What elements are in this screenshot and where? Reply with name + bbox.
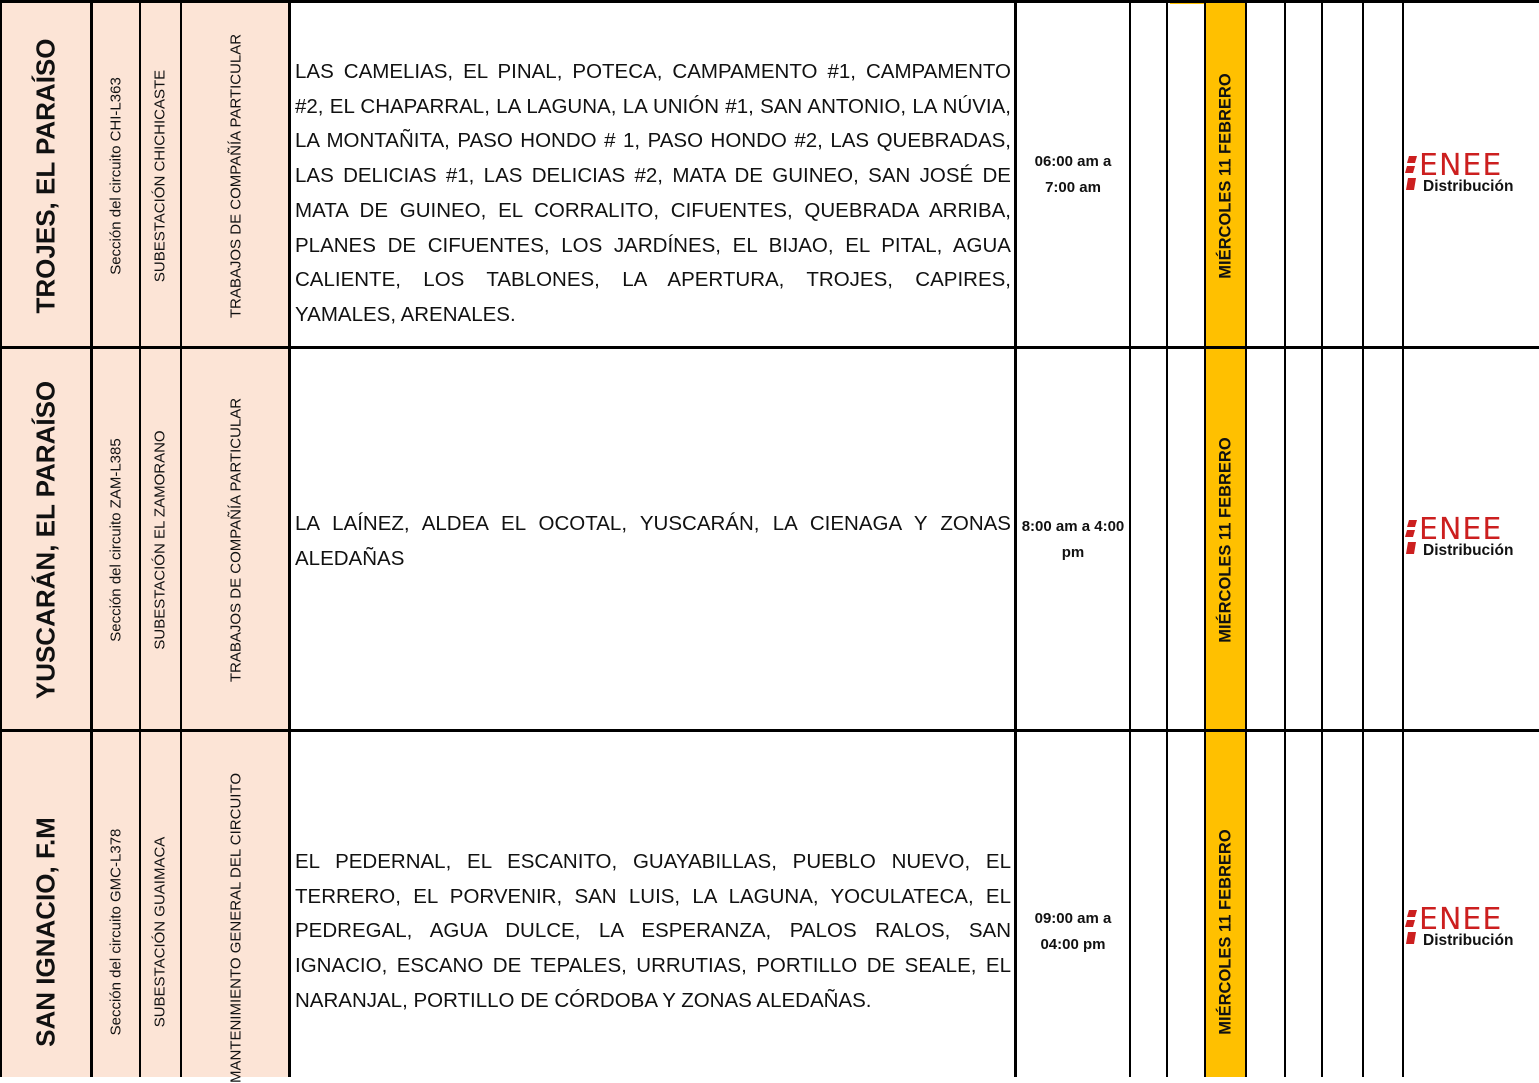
grid-line-col <box>1245 0 1247 1077</box>
grid-line-col <box>1129 0 1131 1077</box>
substation-label: SUBESTACIÓN CHICHICASTE <box>151 69 169 283</box>
logo-brand: ENEE <box>1419 902 1503 937</box>
logo-sub: Distribución <box>1423 542 1514 559</box>
grid-line-col <box>1014 0 1017 1077</box>
work-type-label: MANTENIMIENTO GENERAL DEL CIRCUITO <box>227 772 245 1083</box>
logo-sub: Distribución <box>1423 932 1514 949</box>
affected-zones: EL PEDERNAL, EL ESCANITO, GUAYABILLAS, PUEBLO NUEVO, EL TERRERO, EL PORVENIR, SAN LUIS, LA LAGUNA, YOCULATECA, EL PEDREGAL, AGUA DULCE, LA ESPERANZA, PALOS RALOS, SAN IGNACIO, ESCANO DE TEPALES, URRUTIAS, PORTILLO DE SEALE, EL NARANJAL, PORTILLO DE CÓRDOBA Y ZONAS ALEDAÑAS. <box>295 850 1011 1012</box>
circuit-label: Sección del circuito GMC-L378 <box>107 828 125 1036</box>
enee-logo <box>1405 148 1539 198</box>
date-label: MIÉRCOLES 11 FEBRERO <box>1216 829 1235 1035</box>
time-start: 8:00 am a 4:00 <box>1021 518 1125 535</box>
grid-line-col <box>1362 0 1364 1077</box>
grid-line-col <box>180 0 182 1077</box>
work-type-label: TRABAJOS DE COMPAÑÍA PARTICULAR <box>227 397 245 683</box>
date-label: MIÉRCOLES 11 FEBRERO <box>1216 73 1235 279</box>
location-label: TROJES, EL PARAÍSO <box>30 38 61 314</box>
grid-line-col <box>1204 0 1206 1077</box>
time-range <box>1017 906 1129 958</box>
time-range <box>1017 149 1129 201</box>
enee-mark-icon <box>1405 518 1419 558</box>
date-label: MIÉRCOLES 11 FEBRERO <box>1216 437 1235 643</box>
affected-zones: LAS CAMELIAS, EL PINAL, POTECA, CAMPAMENTO #1, CAMPAMENTO #2, EL CHAPARRAL, LA LAGUNA, LA UNIÓN #1, SAN ANTONIO, LA NÚVIA, LA MONTAÑITA, PASO HONDO # 1, PASO HONDO #2, LAS QUEBRADAS, LAS DELICIAS #1, LAS DELICIAS #2, MATA DE GUINEO, SAN JOSÉ DE MATA DE GUINEO, EL CORRALITO, CIFUENTES, QUEBRADA ARRIBA, PLANES DE CIFUENTES, LOS JARDÍNES, EL BIJAO, EL PITAL, AGUA CALIENTE, LOS TABLONES, LA APERTURA, TROJES, CAPIRES, YAMALES, ARENALES. <box>295 60 1011 326</box>
logo-brand: ENEE <box>1419 512 1503 547</box>
logo-sub: Distribución <box>1423 178 1514 195</box>
affected-zones: LA LAÍNEZ, ALDEA EL OCOTAL, YUSCARÁN, LA CIENAGA Y ZONAS ALEDAÑAS <box>295 512 1011 570</box>
grid-line-col <box>90 0 93 1077</box>
logo-brand: ENEE <box>1419 148 1503 183</box>
grid-line-row-1 <box>0 346 1539 349</box>
time-end: pm <box>1061 544 1085 561</box>
grid-line-row-2 <box>0 729 1539 732</box>
enee-mark-icon <box>1405 908 1419 948</box>
work-type-label: TRABAJOS DE COMPAÑÍA PARTICULAR <box>227 33 245 319</box>
grid-line-col <box>1321 0 1323 1077</box>
grid-line-col <box>1284 0 1286 1077</box>
enee-logo <box>1405 512 1539 562</box>
time-start: 09:00 am a <box>1034 910 1112 927</box>
time-start: 06:00 am a <box>1034 153 1112 170</box>
grid-line-col <box>288 0 291 1077</box>
location-label: SAN IGNACIO, F.M <box>30 817 61 1047</box>
circuit-label: Sección del circuito ZAM-L385 <box>107 438 125 642</box>
grid-line-top <box>0 0 1539 3</box>
grid-line-col <box>0 0 2 1077</box>
circuit-label: Sección del circuito CHI-L363 <box>107 77 125 275</box>
enee-logo <box>1405 902 1539 952</box>
grid-line-col <box>1402 0 1404 1077</box>
substation-label: SUBESTACIÓN EL ZAMORANO <box>151 430 169 650</box>
grid-line-col <box>1166 0 1168 1077</box>
substation-label: SUBESTACIÓN GUAIMACA <box>151 836 169 1028</box>
time-range <box>1017 514 1129 566</box>
grid-line-col <box>139 0 141 1077</box>
time-end: 7:00 am <box>1045 179 1101 196</box>
enee-mark-icon <box>1405 154 1419 194</box>
time-end: 04:00 pm <box>1040 936 1106 953</box>
location-label: YUSCARÁN, EL PARAÍSO <box>30 380 61 700</box>
